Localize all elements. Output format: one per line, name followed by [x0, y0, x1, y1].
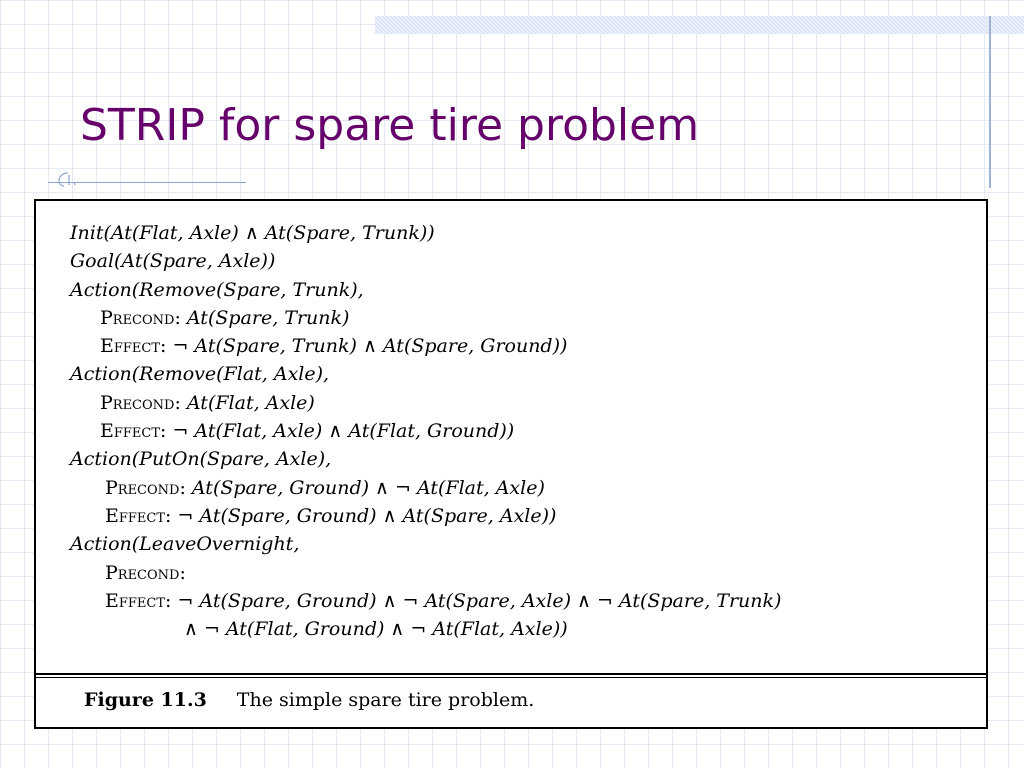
formula-text: ¬ At(Flat, Axle) ∧ At(Flat, Ground))	[172, 420, 515, 443]
formula-text: ∧ ¬ At(Flat, Ground) ∧ ¬ At(Flat, Axle))	[184, 618, 568, 641]
formula-line	[70, 502, 966, 530]
title-ornament-icon	[55, 170, 77, 188]
effect-keyword: Effect:	[105, 589, 172, 612]
caption-text: The simple spare tire problem.	[236, 689, 535, 711]
figure-caption	[84, 689, 534, 711]
precond-keyword: Precond:	[105, 476, 186, 499]
slide-title: STRIP for spare tire problem	[80, 100, 700, 151]
decorative-top-band	[375, 16, 1024, 34]
figure-box	[34, 199, 988, 729]
formula-line	[70, 304, 966, 332]
effect-keyword: Effect:	[100, 335, 167, 358]
formula-block	[70, 219, 966, 643]
formula-line	[70, 587, 966, 615]
effect-keyword: Effect:	[100, 420, 167, 443]
formula-line	[70, 332, 966, 360]
formula-text: Init(At(Flat, Axle) ∧ At(Spare, Trunk))	[70, 222, 435, 244]
formula-text: At(Spare, Trunk)	[186, 306, 350, 329]
formula-text: Action(LeaveOvernight,	[70, 533, 300, 556]
precond-keyword: Precond:	[100, 391, 181, 414]
effect-keyword: Effect:	[105, 504, 172, 527]
formula-line	[70, 219, 966, 247]
decorative-right-rule	[989, 16, 991, 188]
formula-text: ¬ At(Spare, Ground) ∧ At(Spare, Axle))	[177, 504, 557, 527]
formula-text: At(Spare, Ground) ∧ ¬ At(Flat, Axle)	[191, 476, 545, 499]
formula-line	[70, 559, 966, 587]
precond-keyword: Precond:	[105, 561, 186, 584]
caption-separator	[36, 673, 986, 678]
formula-line	[70, 389, 966, 417]
formula-line	[70, 247, 966, 275]
formula-text: Action(Remove(Spare, Trunk),	[70, 278, 364, 301]
formula-line	[70, 417, 966, 445]
formula-text: ¬ At(Spare, Ground) ∧ ¬ At(Spare, Axle) ∧ ¬ At(Spare, Trunk)	[177, 589, 782, 612]
formula-text: At(Flat, Axle)	[186, 391, 315, 414]
formula-line	[70, 474, 966, 502]
title-underline	[48, 182, 246, 183]
formula-line	[70, 615, 966, 643]
formula-text: ¬ At(Spare, Trunk) ∧ At(Spare, Ground))	[172, 335, 568, 358]
formula-text: Action(PutOn(Spare, Axle),	[70, 448, 332, 471]
formula-line	[70, 360, 966, 388]
caption-label: Figure 11.3	[84, 689, 207, 711]
formula-line	[70, 276, 966, 304]
formula-text: Goal(At(Spare, Axle))	[70, 250, 276, 273]
formula-text: Action(Remove(Flat, Axle),	[70, 363, 330, 386]
precond-keyword: Precond:	[100, 306, 181, 329]
formula-line	[70, 445, 966, 473]
formula-line	[70, 530, 966, 558]
